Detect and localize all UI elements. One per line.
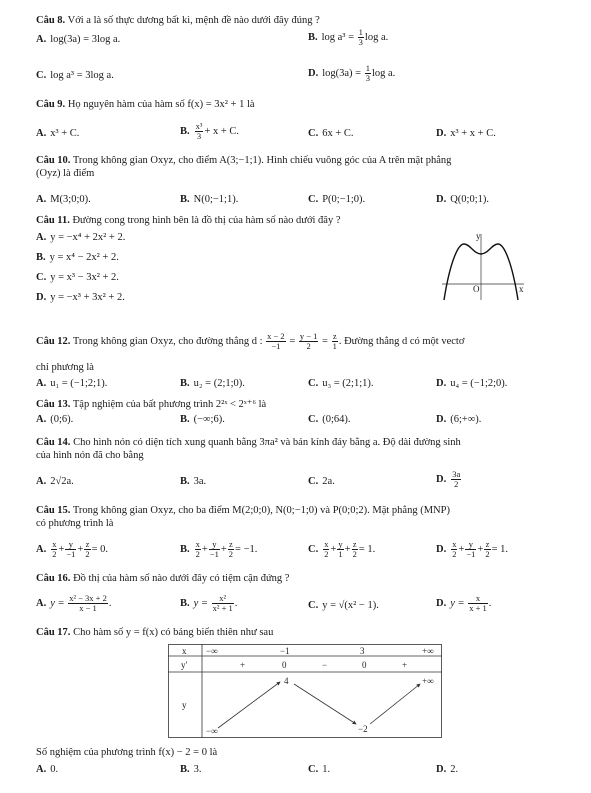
question-14-stem: Câu 14. Cho hình nón có diện tích xung quanh bằng 3πa² và bán kính đáy bằng a. Độ dài đường sinh của hình nón đã cho bằng — [36, 437, 461, 461]
question-12-stem: Câu 12. Trong không gian Oxyz, cho đường thẳng d : $\frac{x - 2}{-1}$ = $\frac{y - 1}{2}$ = $\frac{z}{1}$ . Đường thẳng d có một vectơ chỉ phương là — [36, 331, 465, 373]
question-11-option-c: C. y = x³ − 3x² + 2. — [36, 272, 119, 283]
question-9-stem: Câu 9. Họ nguyên hàm của hàm số f(x) = 3x² + 1 là — [36, 99, 255, 110]
graph-y-label: y — [476, 232, 481, 241]
table-yprime-label: y′ — [181, 660, 188, 670]
table-y-min: −2 — [358, 724, 368, 734]
table-sign-2: 0 — [282, 660, 287, 670]
question-11-option-b: B. y = x⁴ − 2x² + 2. — [36, 252, 119, 263]
table-sign-3: − — [322, 660, 328, 670]
question-8-options-row1: A. log(3a) = 3log a. B. log a³ = $\frac{1}{3}$ log a. — [36, 27, 389, 47]
question-11-stem: Câu 11. Đường cong trong hình bên là đồ thị của hàm số nào dưới đây ? — [36, 215, 341, 226]
table-y-neg-inf: −∞ — [206, 726, 218, 736]
question-17-stem-2: Số nghiệm của phương trình f(x) − 2 = 0 là — [36, 747, 218, 758]
question-12-options: A. u₁ = (−1;2;1). B. u₂ = (2;1;0). C. u₃ = (2;1;1). D. u₄ = (−1;2;0). — [36, 378, 508, 389]
table-x-3: 3 — [360, 646, 365, 656]
question-11-option-d: D. y = −x³ + 3x² + 2. — [36, 292, 125, 303]
question-13-options: A. (0;6). B. (−∞;6). C. (0;64). D. (6;+∞). — [36, 414, 482, 425]
question-14-options: A. 2√2a. B. 3a. C. 2a. D. $\frac{3a}{2}$ — [36, 469, 461, 489]
function-graph — [440, 232, 526, 302]
question-10-stem: Câu 10. Trong không gian Oxyz, cho điểm A(3;−1;1). Hình chiếu vuông góc của A trên mặt phẳng (Oyz) là điểm — [36, 155, 452, 179]
question-10-options: A. M(3;0;0). B. N(0;−1;1). C. P(0;−1;0). D. Q(0;0;1). — [36, 194, 490, 205]
question-16-stem: Câu 16. Đồ thị của hàm số nào dưới đây có tiệm cận đứng ? — [36, 573, 290, 584]
table-x-neg-inf: −∞ — [206, 646, 218, 656]
table-x-label: x — [182, 646, 187, 656]
increasing-arrow-1 — [218, 682, 280, 728]
graph-origin-label: O — [473, 284, 480, 294]
question-8-options-row2: C. log a³ = 3log a. D. log(3a) = $\frac{1}{3}$ log a. — [36, 63, 396, 83]
decreasing-arrow — [294, 684, 356, 724]
table-sign-5: + — [402, 660, 408, 670]
question-8-stem: Câu 8. Với a là số thực dương bất kì, mệnh đề nào dưới đây đúng ? — [36, 15, 320, 26]
question-9-options: A. x³ + C. B. $\frac{\text{x³}}{3}$ + x + C. C. 6x + C. D. x³ + x + C. — [36, 121, 496, 141]
graph-x-label: x — [519, 284, 524, 294]
table-y-pos-inf: +∞ — [422, 676, 434, 686]
question-17-options: A. 0. B. 3. C. 1. D. 2. — [36, 764, 459, 775]
table-y-max: 4 — [284, 676, 289, 686]
table-sign-4: 0 — [362, 660, 367, 670]
question-15-stem: Câu 15. Trong không gian Oxyz, cho ba điểm M(2;0;0), N(0;−1;0) và P(0;0;2). Mặt phẳng (MNP) có phương trình là — [36, 505, 450, 529]
table-x-minus1: −1 — [280, 646, 290, 656]
table-x-pos-inf: +∞ — [422, 646, 434, 656]
question-13-stem: Câu 13. Tập nghiệm của bất phương trình 2²ˣ < 2ˣ⁺⁶ là — [36, 399, 267, 410]
table-y-label: y — [182, 700, 187, 710]
question-16-options: A. y = $\frac{\text{x² − 3x + 2}}{x - 1}$ . B. y = $\frac{\text{x²}}{\text{x² + 1}}$ . C. y = √(x² − 1). D. y = $\frac{x}{x + 1}$ . — [36, 593, 492, 613]
question-11-option-a: A. y = −x⁴ + 2x² + 2. — [36, 232, 126, 243]
question-17-stem: Câu 17. Cho hàm số y = f(x) có bảng biến thiên như sau — [36, 627, 274, 638]
variation-table — [168, 644, 442, 738]
question-15-options: A. $\frac{x}{2}$ + $\frac{y}{-1}$ + $\frac{z}{2}$ = 0. B. $\frac{x}{2}$ + $\frac{y}{-1}$ + $\frac{z}{2}$ = −1. C. $\frac{x}{2}$ + $\frac{y}{1}$ + $\frac{z}{2}$ = 1. D. $\frac{x}{2}$ + $\frac{y}{-1}$ + $\frac{z}{2}$ = 1. — [36, 539, 509, 559]
table-sign-1: + — [240, 660, 246, 670]
increasing-arrow-2 — [370, 684, 420, 724]
